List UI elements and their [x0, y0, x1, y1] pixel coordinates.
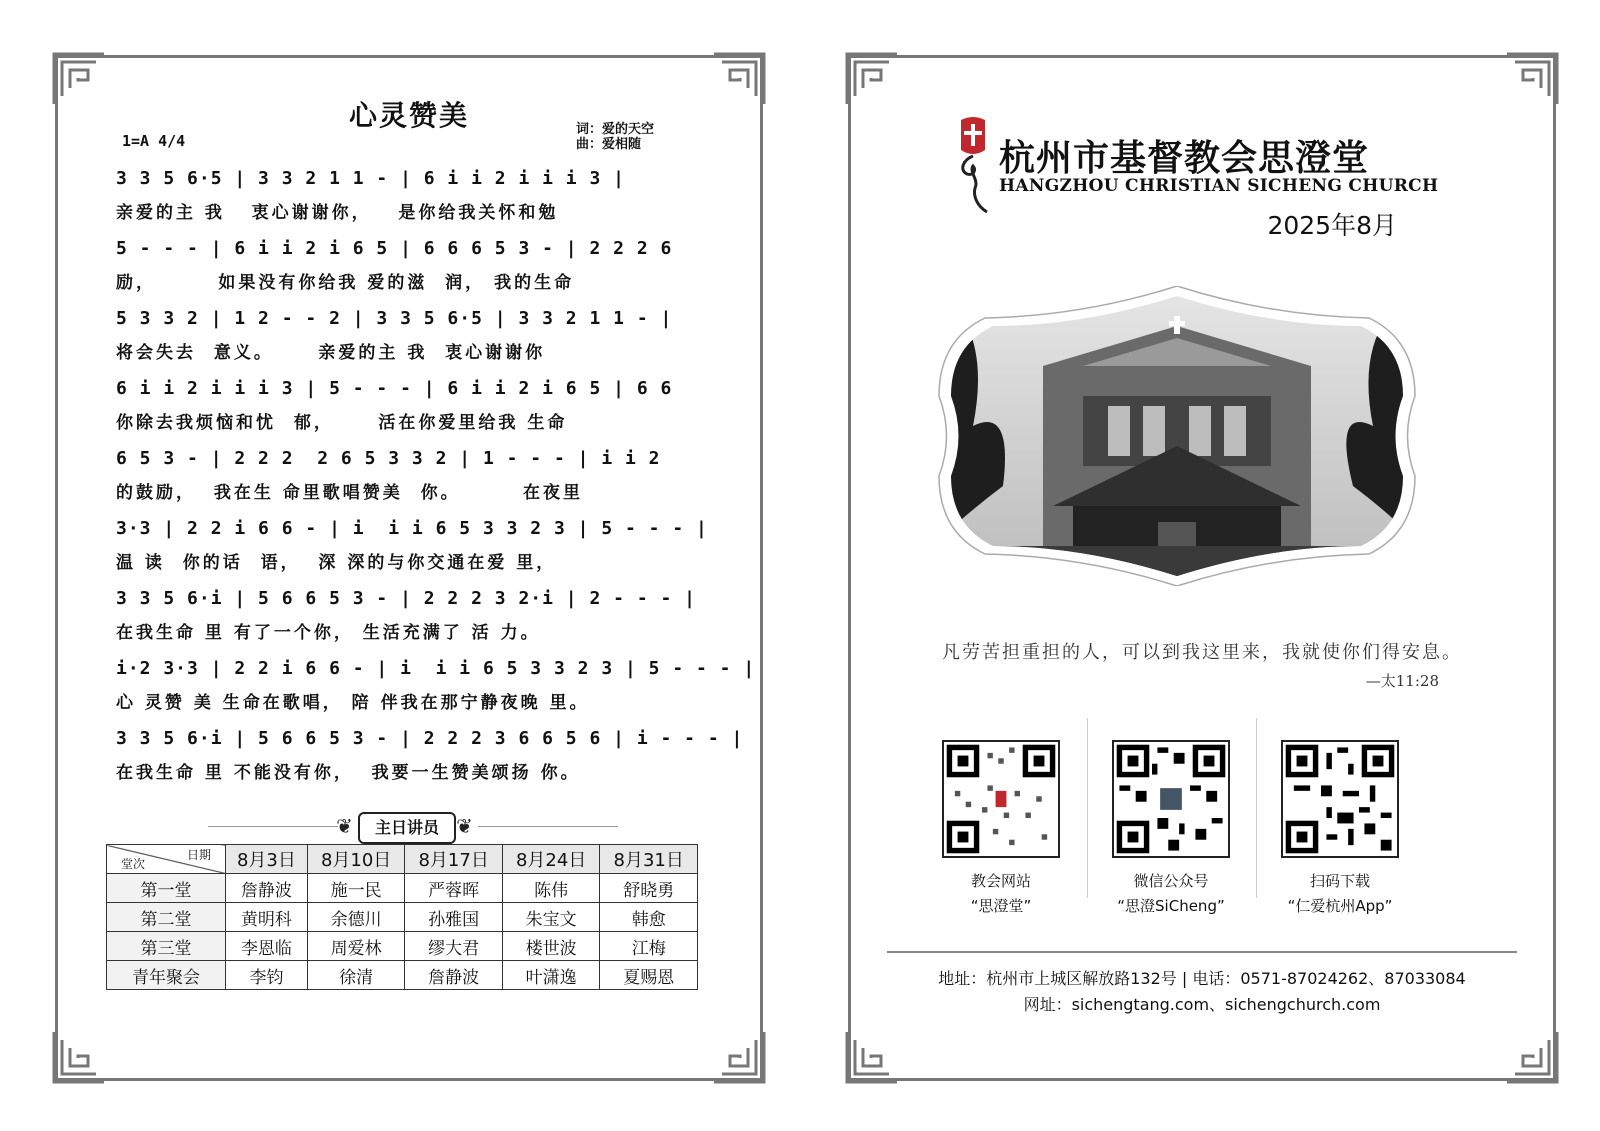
speaker-cell: 陈伟 [502, 874, 600, 903]
score-notes: 3 3 5 6·i | 5 6 6 5 3 - | 2 2 2 3 2·i | 2 - - - | [116, 588, 697, 609]
score-line [116, 448, 736, 518]
speaker-cell: 舒晓勇 [600, 874, 698, 903]
score-line [116, 658, 756, 728]
church-address: 地址：杭州市上城区解放路132号 | 电话：0571-87024262、87033084 [938, 969, 1466, 988]
speaker-cell: 詹静波 [226, 874, 308, 903]
corner-ornament [1505, 52, 1559, 106]
corner-ornament [712, 1030, 766, 1084]
speaker-cell: 缪大君 [405, 932, 503, 961]
church-cross-logo-icon [953, 116, 993, 216]
issue-month: 2025年8月 [1267, 211, 1397, 240]
song-credits [576, 122, 654, 152]
divider [1087, 718, 1088, 898]
speaker-cell: 李钧 [226, 961, 308, 990]
score-line [116, 308, 736, 378]
date-header: 8月17日 [405, 845, 503, 874]
cloud-ornament-icon: ❦ [456, 814, 473, 838]
speaker-cell: 徐清 [307, 961, 405, 990]
date-header: 8月31日 [600, 845, 698, 874]
speaker-cell: 叶潇逸 [502, 961, 600, 990]
service-name: 第三堂 [107, 932, 226, 961]
qr-caption: “思澄SiCheng” [1117, 897, 1225, 915]
score-lyrics: 的鼓励， 我在生 命里歌唱赞美 你。 在夜里 [116, 483, 584, 503]
score-lyrics: 你除去我烦恼和忧 郁， 活在你爱里给我 生命 [116, 413, 568, 433]
speaker-cell: 李恩临 [226, 932, 308, 961]
speaker-cell: 孙雅国 [405, 903, 503, 932]
speaker-cell: 余德川 [307, 903, 405, 932]
church-info-panel [848, 55, 1556, 1081]
corner-date-label: 日期 [186, 848, 211, 862]
speaker-cell: 楼世波 [502, 932, 600, 961]
church-building-photo [933, 286, 1421, 586]
table-row [107, 874, 698, 903]
qr-caption: 教会网站 [970, 872, 1031, 890]
qr-caption: “思澄堂” [970, 897, 1032, 915]
speaker-cell: 周爱林 [307, 932, 405, 961]
cloud-ornament-icon: ❦ [336, 814, 353, 838]
score-notes: 3 3 5 6·i | 5 6 6 5 3 - | 2 2 2 3 6 6 5 6 | i - - - | [116, 728, 744, 749]
table-row [107, 903, 698, 932]
qr-caption: “仁爱杭州App” [1287, 897, 1393, 915]
composer: 曲：爱相随 [576, 137, 642, 152]
bible-verse: 凡劳苦担重担的人，可以到我这里来，我就使你们得安息。 [942, 642, 1462, 663]
score-notes: 6 i i 2 i i i 3 | 5 - - - | 6 i i 2 i 6 5 | 6 6 [116, 378, 673, 399]
speaker-cell: 施一民 [307, 874, 405, 903]
qr-pattern [944, 742, 1058, 856]
qr-pattern [1114, 742, 1228, 856]
numbered-score [116, 168, 756, 798]
table-row [107, 961, 698, 990]
speaker-cell: 朱宝文 [502, 903, 600, 932]
score-line [116, 728, 744, 798]
service-name: 青年聚会 [107, 961, 226, 990]
speaker-cell: 黄明科 [226, 903, 308, 932]
score-notes: 5 3 3 2 | 1 2 - - 2 | 3 3 5 6·5 | 3 3 2 1 1 - | [116, 308, 673, 329]
corner-ornament [52, 1030, 106, 1084]
song-key: 1=A 4/4 [122, 132, 186, 150]
score-line [116, 238, 736, 308]
score-notes: 6 5 3 - | 2 2 2 2 6 5 3 3 2 | 1 - - - | i i 2 [116, 448, 661, 469]
table-row [107, 932, 698, 961]
divider [887, 951, 1517, 953]
service-name: 第一堂 [107, 874, 226, 903]
table-header-row [107, 845, 698, 874]
table-corner-cell [107, 845, 226, 874]
qr-wechat[interactable] [1112, 740, 1230, 916]
divider [1256, 718, 1257, 898]
qr-caption: 扫码下载 [1309, 872, 1370, 890]
divider [478, 826, 618, 827]
score-lyrics: 励， 如果没有你给我 爱的滋 润， 我的生命 [116, 273, 575, 293]
score-notes: i·2 3·3 | 2 2 i 6 6 - | i i i 6 5 3 3 2 3 | 5 - - - | [116, 658, 756, 679]
speaker-cell: 夏赐恩 [600, 961, 698, 990]
speakers-badge: 主日讲员 [358, 812, 456, 844]
speakers-heading [58, 810, 760, 844]
corner-ornament [1505, 1030, 1559, 1084]
score-line [116, 168, 736, 238]
hymn-panel [55, 55, 763, 1081]
date-header: 8月24日 [502, 845, 600, 874]
score-lyrics: 在我生命 里 不能没有你， 我要一生赞美颂扬 你。 [116, 763, 581, 783]
qr-code-icon[interactable] [942, 740, 1060, 858]
qr-website[interactable] [942, 740, 1060, 916]
date-header: 8月10日 [307, 845, 405, 874]
score-lyrics: 亲爱的主 我 衷心谢谢你， 是你给我关怀和勉 [116, 203, 559, 223]
score-lyrics: 将会失去 意义。 亲爱的主 我 衷心谢谢你 [116, 343, 546, 363]
score-notes: 3·3 | 2 2 i 6 6 - | i i i 6 5 3 3 2 3 | 5 - - - | [116, 518, 708, 539]
score-line [116, 518, 736, 588]
score-notes: 3 3 5 6·5 | 3 3 2 1 1 - | 6 i i 2 i i i 3 | [116, 168, 625, 189]
score-line [116, 588, 736, 658]
qr-code-icon[interactable] [1112, 740, 1230, 858]
qr-code-icon[interactable] [1281, 740, 1399, 858]
speaker-cell: 詹静波 [405, 961, 503, 990]
service-name: 第二堂 [107, 903, 226, 932]
lyricist: 词：爱的天空 [576, 122, 655, 137]
qr-pattern [1283, 742, 1397, 856]
divider [208, 826, 338, 827]
speaker-cell: 韩愈 [600, 903, 698, 932]
date-header: 8月3日 [226, 845, 308, 874]
church-name-en: HANGZHOU CHRISTIAN SICHENG CHURCH [999, 176, 1439, 196]
qr-app[interactable] [1281, 740, 1399, 916]
speaker-cell: 江梅 [600, 932, 698, 961]
score-lyrics: 在我生命 里 有了一个你， 生活充满了 活 力。 [116, 623, 541, 643]
corner-service-label: 堂次 [121, 857, 146, 871]
score-lyrics: 温 读 你的话 语， 深 深的与你交通在爱 里， [116, 553, 557, 573]
score-notes: 5 - - - | 6 i i 2 i 6 5 | 6 6 6 5 3 - | 2 2 2 6 [116, 238, 673, 259]
church-name-cn: 杭州市基督教会思澄堂 [999, 138, 1370, 179]
score-line [116, 378, 736, 448]
speaker-cell: 严蓉晖 [405, 874, 503, 903]
corner-ornament [845, 52, 899, 106]
corner-ornament [845, 1030, 899, 1084]
speaker-schedule-table [106, 844, 698, 990]
score-lyrics: 心 灵赞 美 生命在歌唱， 陪 伴我在那宁静夜晚 里。 [116, 693, 590, 713]
church-website: 网址：sichengtang.com、sichengchurch.com [1023, 995, 1381, 1014]
song-title: 心灵赞美 [348, 99, 469, 132]
bible-verse-reference: —太11:28 [1365, 672, 1439, 690]
qr-caption: 微信公众号 [1133, 872, 1209, 890]
